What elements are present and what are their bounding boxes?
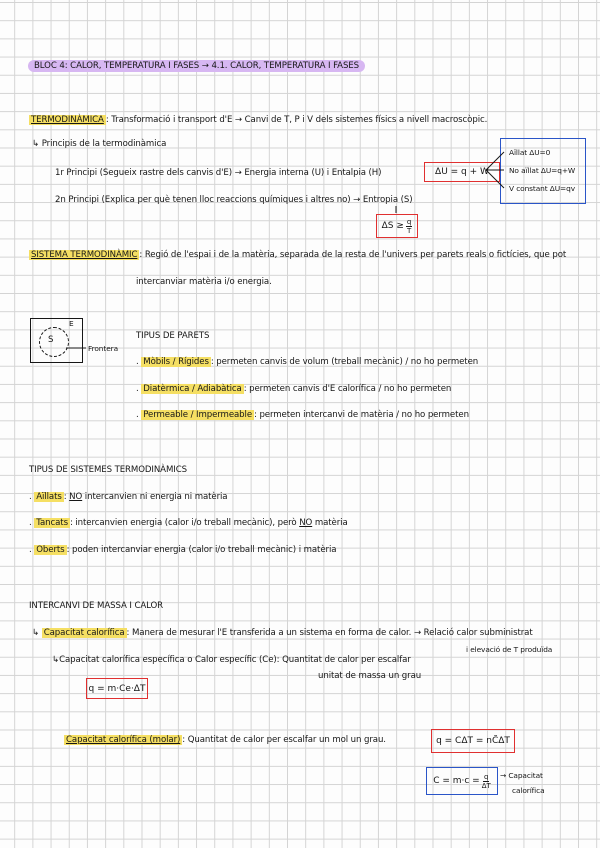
capacitat-text: : Manera de mesurar l'E transferida a un sistema en forma de calor. → Relació calor subministrat: [126, 628, 533, 638]
system-s-label: S: [48, 335, 54, 345]
case-not-isolated: No aïllat ΔU=q+W: [509, 166, 576, 175]
sistema-def-text1: : Regió de l'espai i de la matèria, separada de la resta de l'univers per parets reals o fictícies, que pot: [139, 250, 567, 260]
sistemes-text: matèria: [312, 518, 348, 528]
especific-text: Capacitat calorífica específica o Calor específic (Ce): Quantitat de calor per escalfar: [59, 655, 411, 665]
principis-label: Principis de la termodinàmica: [41, 139, 167, 149]
sistemes-term: Aïllats: [36, 492, 62, 502]
bullet: .: [29, 545, 35, 555]
first-principle: 1r Principi (Segueix rastre dels canvis d'E) → Energia interna (U) i Entalpia (H): [55, 168, 382, 178]
case-constant-volume: V constant ΔU=qv: [509, 184, 576, 193]
first-principle-equation: ΔU = q + W: [435, 167, 489, 177]
parets-term: Diatèrmica / Adiabàtica: [143, 384, 242, 394]
bullet: .: [136, 410, 142, 420]
capacitat-equation-left: C = m·c =: [433, 776, 480, 786]
capacitat-term: Capacitat calorífica: [43, 628, 125, 638]
especific-equation: q = m·Ce·ΔT: [88, 683, 146, 694]
capacitat-text2: i elevació de T produïda: [466, 645, 553, 654]
termodinamica-term: TERMODINÀMICA: [31, 115, 104, 125]
entropy-denominator: T: [406, 226, 412, 235]
capacitat-arrow-label2: calorífica: [512, 786, 545, 795]
sistema-def-text2: intercanviar matèria i/o energia.: [136, 277, 272, 287]
bullet: .: [29, 518, 35, 528]
capacitat-arrow-label1: → Capacitat: [500, 771, 543, 780]
molar-equation: q = CΔT = nC̃ΔT: [436, 736, 510, 746]
sistemes-text: :: [63, 492, 70, 502]
second-principle: 2n Principi (Explica per què tenen lloc reaccions químiques i altres no) → Entropia (S): [55, 195, 413, 205]
sistemes-text: : poden intercanviar energia (calor i/o treball mecànic) i matèria: [66, 545, 337, 555]
termodinamica-def-text: : Transformació i transport d'E → Canvi de T, P i V dels sistemes físics a nivell macroscòpic.: [105, 115, 488, 125]
parets-term: Mòbils / Rígides: [143, 357, 209, 367]
no-emphasis: NO: [299, 518, 313, 528]
environment-e-label: E: [69, 319, 74, 328]
entropy-left: ΔS ≥: [381, 221, 404, 231]
page-title-text: BLOC 4: CALOR, TEMPERATURA I FASES → 4.1. CALOR, TEMPERATURA I FASES: [28, 60, 365, 72]
hook-arrow-icon: ↳: [32, 139, 42, 149]
bullet: .: [29, 492, 35, 502]
hook-arrow-icon: ↳: [32, 628, 42, 638]
capacitat-numerator: q: [484, 772, 489, 781]
parets-term: Permeable / Impermeable: [143, 410, 253, 420]
entropy-numerator: q: [406, 217, 412, 226]
parets-title: TIPUS DE PARETS: [136, 331, 210, 341]
sistemes-title: TIPUS DE SISTEMES TERMODINÀMICS: [29, 465, 187, 475]
capacitat-denominator: ΔT: [481, 781, 491, 790]
case-isolated: Aïllat ΔU=0: [509, 148, 551, 157]
bullet: .: [136, 357, 142, 367]
especific-text2: unitat de massa un grau: [318, 671, 422, 681]
parets-text: : permeten intercanvi de matèria / no ho permeten: [254, 410, 469, 420]
sistemes-term: Tancats: [36, 518, 68, 528]
arrow-to-isolated: [486, 152, 504, 170]
arrow-to-constant-volume: [486, 170, 504, 188]
parets-text: : permeten canvis de volum (treball mecànic) / no ho permeten: [210, 357, 479, 367]
molar-text: : Quantitat de calor per escalfar un mol un grau.: [182, 735, 386, 745]
sistemes-text: intercanvien ni energia ni matèria: [82, 492, 228, 502]
sistemes-term: Oberts: [36, 545, 65, 555]
bullet: .: [136, 384, 142, 394]
sistema-term: SISTEMA TERMODINÀMIC: [31, 250, 138, 260]
frontera-label: Frontera: [88, 344, 119, 353]
parets-text: : permeten canvis d'E calorífica / no ho permeten: [243, 384, 452, 394]
no-emphasis: NO: [69, 492, 83, 502]
hook-arrow-icon: ↳: [52, 655, 60, 665]
sistemes-text: : intercanvien energia (calor i/o treball mecànic), però: [69, 518, 300, 528]
intercanvi-title: INTERCANVI DE MASSA I CALOR: [29, 601, 164, 611]
molar-term: Capacitat calorífica (molar): [66, 735, 181, 745]
